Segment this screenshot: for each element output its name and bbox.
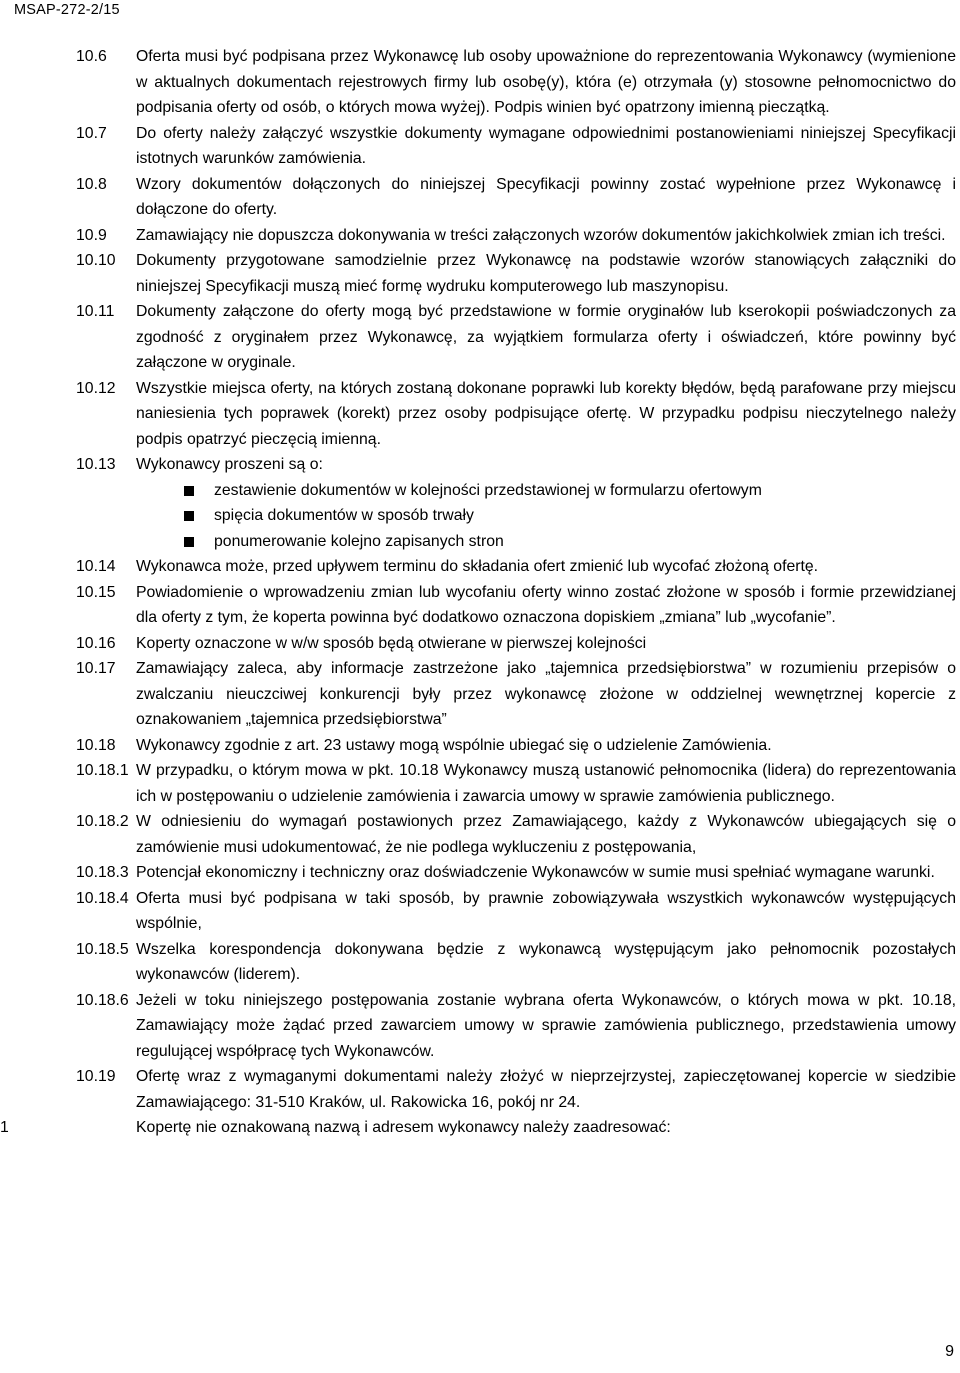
item-text: Wszelka korespondencja dokonywana będzie z wykonawcą występującym jako pełnomocnik pozostałych wykonawców (liderem). xyxy=(136,940,956,983)
item-number: 10.13 xyxy=(76,456,116,473)
item-text: W przypadku, o którym mowa w pkt. 10.18 Wykonawcy muszą ustanowić pełnomocnika (lidera) do reprezentowania ich w postępowaniu o udzielenie zamówienia i zawarcia umowy w sprawie zamówienia publicznego. xyxy=(136,762,956,805)
item-number: 10.17 xyxy=(76,660,116,677)
item-number: 10.7 xyxy=(76,124,107,142)
list-item xyxy=(0,121,960,172)
margin-number: 1 xyxy=(0,1119,9,1136)
list-item xyxy=(0,580,960,631)
item-text: Jeżeli w toku niniejszego postępowania zostanie wybrana oferta Wykonawców, o których mowa w pkt. 10.18, Zamawiający może żądać przed zawarciem umowy w sprawie zamówienia publicznego, przedstawienia umowy regulującej współpracę tych Wykonawców. xyxy=(136,991,956,1060)
item-text: Wykonawcy zgodnie z art. 23 ustawy mogą wspólnie ubiegać się o udzielenie Zamówienia. xyxy=(136,736,772,754)
item-text: Dokumenty załączone do oferty mogą być przedstawione w formie oryginałów lub kserokopii poświadczonych za zgodność z oryginałem przez Wykonawcę, za wyjątkiem formularza oferty i oświadczeń, które powinny być załączone w oryginale. xyxy=(136,303,956,371)
item-number: 10.14 xyxy=(76,558,116,575)
list-item xyxy=(0,248,960,299)
bullet-text: ponumerowanie kolejno zapisanych stron xyxy=(214,532,504,550)
bullet-item xyxy=(214,478,960,504)
item-text: Wykonawca może, przed upływem terminu do składania ofert zmienić lub wycofać złożoną ofertę. xyxy=(136,558,819,575)
list-item xyxy=(0,631,960,657)
document-id: MSAP-272-2/15 xyxy=(14,2,120,18)
list-item xyxy=(0,223,960,249)
list-item xyxy=(0,44,960,121)
list-item xyxy=(0,299,960,376)
bullet-text: zestawienie dokumentów w kolejności przedstawionej w formularzu ofertowym xyxy=(214,481,762,499)
list-item xyxy=(0,656,960,733)
item-number: 10.16 xyxy=(76,634,116,652)
bullet-item xyxy=(214,503,960,529)
item-text: Do oferty należy załączyć wszystkie dokumenty wymagane odpowiednimi postanowieniami niniejszej Specyfikacji istotnych warunków zamówienia. xyxy=(136,124,956,167)
item-number: 10.18.5 xyxy=(76,940,129,958)
bullet-item xyxy=(214,529,960,555)
item-number: 10.18.6 xyxy=(76,991,129,1009)
section-10-list xyxy=(0,44,960,1141)
item-number: 10.8 xyxy=(76,175,107,193)
square-bullet-icon xyxy=(184,511,194,521)
item-number: 10.18.2 xyxy=(76,813,129,830)
item-text: Koperty oznaczone w w/w sposób będą otwierane w pierwszej kolejności xyxy=(136,634,647,652)
item-text: Oferta musi być podpisana przez Wykonawcę lub osoby upoważnione do reprezentowania Wykonawcy (wymienione w aktualnych dokumentach rejestrowych firmy lub osobę(y), która (e) otrzymała (y) stosowne pełnomocnictwo do podpisania oferty od osób, o których mowa wyżej). Podpis winien być opatrzony imienną pieczątką. xyxy=(136,48,956,116)
item-text: Zamawiający zaleca, aby informacje zastrzeżone jako „tajemnica przedsiębiorstwa” w rozumieniu przepisów o zwalczaniu nieuczciwej konkurencji były przez wykonawcę złożone w oddzielnej wewnętrznej kopercie z oznakowaniem „tajemnica przedsiębiorstwa” xyxy=(136,660,956,728)
list-item xyxy=(0,1064,960,1115)
list-item xyxy=(0,733,960,759)
square-bullet-icon xyxy=(184,537,194,547)
item-text: Oferta musi być podpisana w taki sposób, by prawnie zobowiązywała wszystkich wykonawców występujących wspólnie, xyxy=(136,889,956,932)
item-text: Powiadomienie o wprowadzeniu zmian lub wycofaniu oferty winno zostać złożone w sposób i formie przewidzianej dla oferty z tym, że koperta powinna być dodatkowo oznaczona dopiskiem „zmiana” lub „wycofanie”. xyxy=(136,583,956,626)
item-number: 10.18.1 xyxy=(76,762,129,779)
list-item xyxy=(0,809,960,860)
item-number: 10.6 xyxy=(76,48,107,65)
item-text: Wzory dokumentów dołączonych do niniejszej Specyfikacji powinny zostać wypełnione przez Wykonawcę i dołączone do oferty. xyxy=(136,175,956,218)
list-item xyxy=(0,452,960,478)
list-item xyxy=(0,172,960,223)
item-text: Ofertę wraz z wymaganymi dokumentami należy złożyć w nieprzejrzystej, zapieczętowanej kopercie w siedzibie Zamawiającego: 31-510 Kraków, ul. Rakowicka 16, pokój nr 24. xyxy=(136,1068,956,1111)
item-text: Dokumenty przygotowane samodzielnie przez Wykonawcę na podstawie wzorów stanowiących załączniki do niniejszej Specyfikacji muszą mieć formę wydruku komputerowego lub maszynopisu. xyxy=(136,252,956,295)
item-text: Wszystkie miejsca oferty, na których zostaną dokonane poprawki lub korekty błędów, będą parafowane przy miejscu naniesienia tych poprawek (korekt) przez osoby podpisujące ofertę. W przypadku podpisu nieczytelnego należy podpis opatrzyć pieczęcią imienną. xyxy=(136,379,956,448)
item-number: 10.15 xyxy=(76,583,116,601)
list-item xyxy=(0,554,960,580)
item-number: 10.11 xyxy=(76,303,115,320)
list-item xyxy=(0,1115,960,1141)
item-text: Potencjał ekonomiczny i techniczny oraz doświadczenie Wykonawców w sumie musi spełniać wymagane warunki. xyxy=(136,864,935,881)
item-number: 10.10 xyxy=(76,252,116,269)
item-text: W odniesieniu do wymagań postawionych przez Zamawiającego, każdy z Wykonawców ubiegających się o zamówienie musi udokumentować, że nie podlega wykluczeniu z postępowania, xyxy=(136,813,956,856)
item-number: 10.18.3 xyxy=(76,864,129,881)
bullet-text: spięcia dokumentów w sposób trwały xyxy=(214,507,474,524)
item-number: 10.18.4 xyxy=(76,889,129,907)
item-text: Kopertę nie oznakowaną nazwą i adresem wykonawcy należy zaadresować: xyxy=(136,1119,671,1136)
list-item xyxy=(0,886,960,937)
list-item xyxy=(0,860,960,886)
item-text: Zamawiający nie dopuszcza dokonywania w treści załączonych wzorów dokumentów jakichkolwiek zmian ich treści. xyxy=(136,226,946,244)
item-number: 10.18 xyxy=(76,736,116,754)
item-number: 10.12 xyxy=(76,379,116,397)
list-item xyxy=(0,758,960,809)
item-number: 10.19 xyxy=(76,1068,116,1085)
square-bullet-icon xyxy=(184,486,194,496)
list-item xyxy=(0,988,960,1065)
item-number: 10.9 xyxy=(76,226,107,244)
list-item xyxy=(0,376,960,453)
item-text: Wykonawcy proszeni są o: xyxy=(136,456,323,473)
page-number: 9 xyxy=(945,1343,954,1360)
list-item xyxy=(0,937,960,988)
